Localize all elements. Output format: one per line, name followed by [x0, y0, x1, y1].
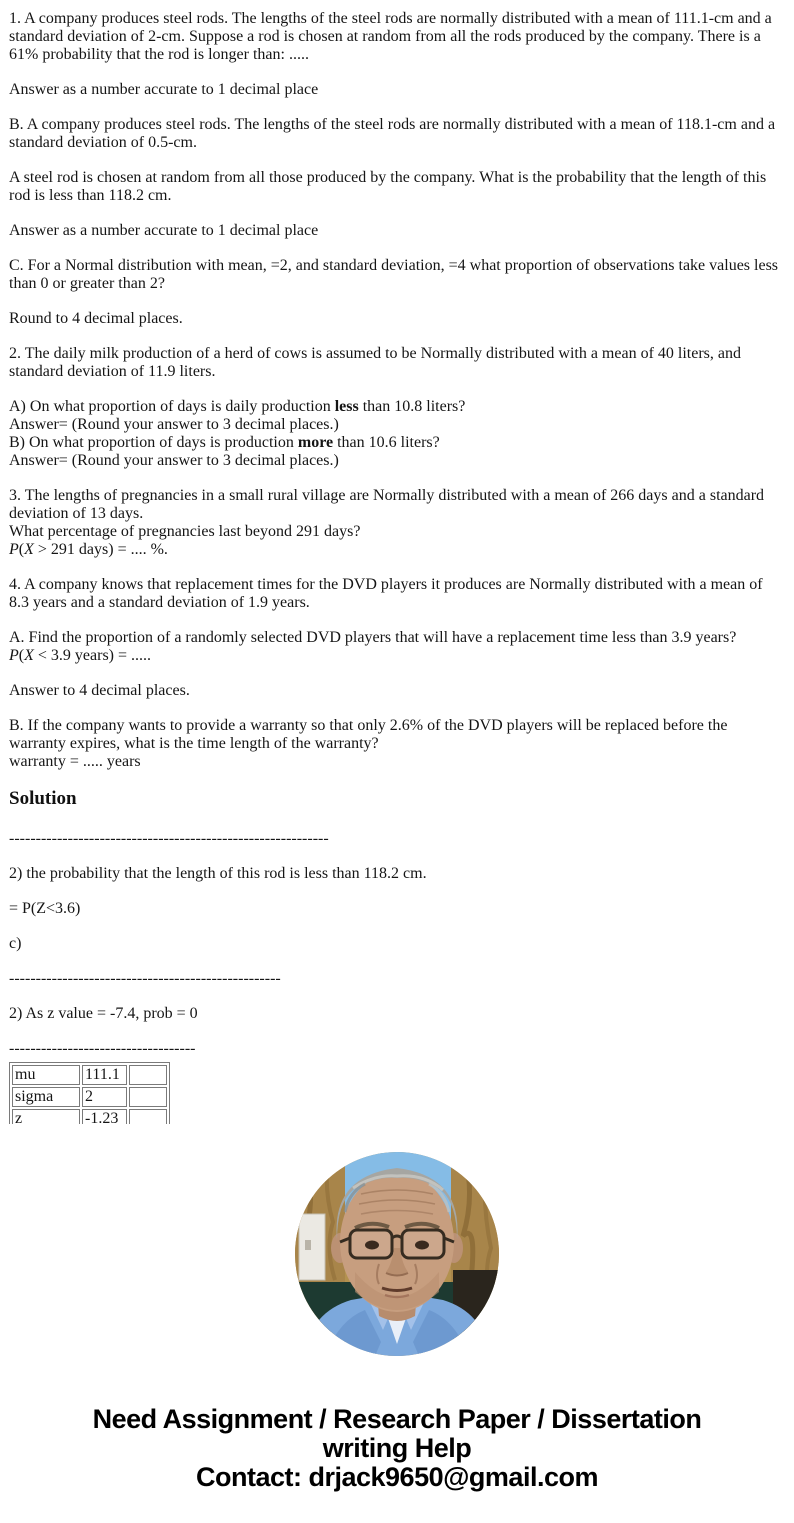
solution-line-2: = P(Z<3.6)	[9, 900, 81, 917]
question-1c: C. For a Normal distribution with mean, =2, and standard deviation, =4 what proportion of observations take values less than 0 or greater than 2?	[9, 257, 779, 292]
answer-note-3: Answer to 4 decimal places.	[9, 682, 190, 699]
calculation-table-clipped	[9, 1062, 785, 1124]
q3-question: What percentage of pregnancies last beyond 291 days?	[9, 523, 361, 540]
question-1b-intro: B. A company produces steel rods. The lengths of the steel rods are normally distributed with a mean of 118.1-cm and a standard deviation of 0.5-cm.	[9, 116, 776, 151]
separator-1: ------------------------------------------------------------	[9, 830, 329, 847]
question-2-intro: 2. The daily milk production of a herd of cows is assumed to be Normally distributed with a mean of 40 liters, and standard deviation of 11.9 liters.	[9, 345, 741, 380]
footer-line-1: Need Assignment / Research Paper / Dissertation	[92, 1404, 702, 1434]
separator-3: -----------------------------------	[9, 1040, 196, 1057]
answer-note-2: Answer as a number accurate to 1 decimal place	[9, 222, 319, 239]
q3-p-symbol: P	[9, 541, 19, 558]
round-note-1: Round to 4 decimal places.	[9, 310, 183, 327]
instructor-photo	[295, 1152, 499, 1356]
q4a-p-symbol: P	[9, 647, 19, 664]
table-row	[12, 1065, 167, 1085]
q2b-text: B) On what proportion of days is production	[9, 434, 298, 451]
q2b-answer-note: Answer= (Round your answer to 3 decimal places.)	[9, 452, 339, 469]
question-1b: A steel rod is chosen at random from all those produced by the company. What is the probability that the length of this rod is less than 118.2 cm.	[9, 169, 767, 204]
footer-line-2: writing Help	[322, 1433, 472, 1463]
table-row	[12, 1109, 167, 1124]
footer-banner	[9, 1405, 785, 1492]
table-cell-empty	[129, 1065, 167, 1085]
q4a-x-symbol: X	[24, 647, 34, 664]
table-cell-sigma-label: sigma	[12, 1087, 80, 1107]
table-cell-mu-label: mu	[12, 1065, 80, 1085]
separator-2: ---------------------------------------------------	[9, 970, 281, 987]
q4b-question: B. If the company wants to provide a warranty so that only 2.6% of the DVD players will be replaced before the warranty expires, what is the time length of the warranty?	[9, 717, 728, 752]
q2a-bold-word: less	[334, 398, 359, 415]
q2b-bold-word: more	[297, 434, 334, 451]
q3-formula-rest: > 291 days) = .... %.	[33, 541, 168, 558]
answer-note-1: Answer as a number accurate to 1 decimal place	[9, 81, 319, 98]
solution-line-3: c)	[9, 935, 22, 952]
q4b-blank: warranty = ..... years	[9, 753, 141, 770]
table-cell-mu-value: 111.1	[82, 1065, 127, 1085]
table-cell-empty	[129, 1087, 167, 1107]
question-4a	[9, 629, 785, 665]
table-row	[12, 1087, 167, 1107]
q3-intro: 3. The lengths of pregnancies in a small rural village are Normally distributed with a mean of 266 days and a standard deviation of 13 days.	[9, 487, 765, 522]
solution-line-4: 2) As z value = -7.4, prob = 0	[9, 1005, 198, 1022]
question-4b	[9, 717, 785, 771]
q2a-text: A) On what proportion of days is daily production	[9, 398, 335, 415]
table-cell-sigma-value: 2	[82, 1087, 127, 1107]
table-cell-empty	[129, 1109, 167, 1124]
q2a-answer-note: Answer= (Round your answer to 3 decimal places.)	[9, 416, 339, 433]
q4a-formula-rest: < 3.9 years) = .....	[33, 647, 152, 664]
solution-line-1: 2) the probability that the length of this rod is less than 118.2 cm.	[9, 865, 427, 882]
q3-x-symbol: X	[24, 541, 34, 558]
footer-contact-email: Contact: drjack9650@gmail.com	[196, 1462, 598, 1492]
question-3	[9, 487, 785, 559]
q4a-paren: (	[18, 647, 25, 664]
question-2-parts	[9, 398, 785, 470]
q4a-question: A. Find the proportion of a randomly selected DVD players that will have a replacement time less than 3.9 years?	[9, 629, 737, 646]
instructor-photo-container	[9, 1152, 785, 1356]
q3-paren: (	[18, 541, 25, 558]
question-4-intro: 4. A company knows that replacement times for the DVD players it produces are Normally distributed with a mean of 8.3 years and a standard deviation of 1.9 years.	[9, 576, 763, 611]
table-cell-z-label: z	[12, 1109, 80, 1124]
q2a-text-suffix: than 10.8 liters?	[358, 398, 466, 415]
q2b-text-suffix: than 10.6 liters?	[333, 434, 440, 451]
calculation-table	[9, 1062, 170, 1124]
solution-heading: Solution	[9, 788, 77, 809]
table-cell-z-value: -1.23	[82, 1109, 127, 1124]
question-1: 1. A company produces steel rods. The lengths of the steel rods are normally distributed with a mean of 111.1-cm and a standard deviation of 2-cm. Suppose a rod is chosen at random from all the rods produced by the company. There is a 61% probability that the rod is longer than: .....	[9, 10, 772, 63]
